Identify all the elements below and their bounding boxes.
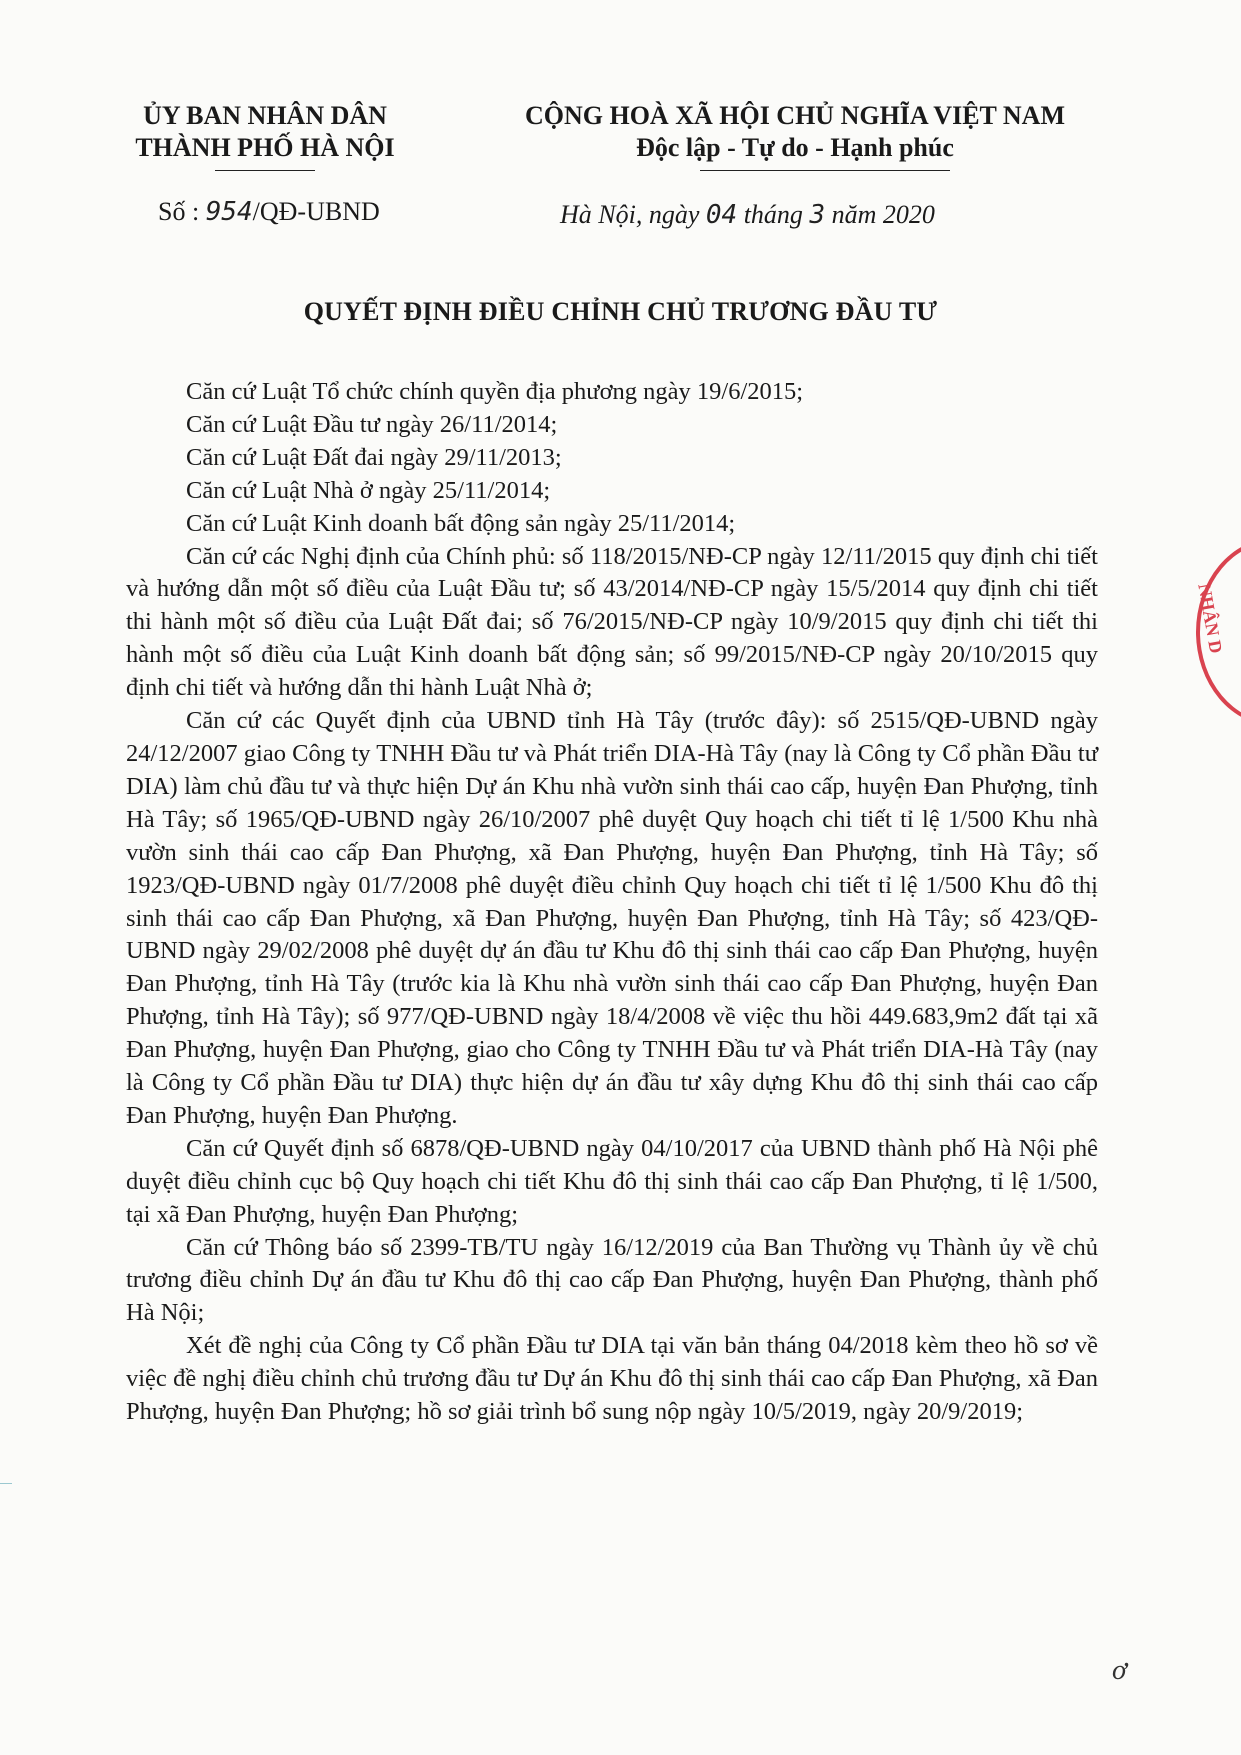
paragraph-8: Căn cứ Quyết định số 6878/QĐ-UBND ngày 04/10/2017 của UBND thành phố Hà Nội phê duyệt điều chỉnh cục bộ Quy hoạch chi tiết Khu đô thị sinh thái cao cấp Đan Phượng, tỉ lệ 1/500, tại xã Đan Phượng, huyện Đan Phượng; — [126, 1134, 1098, 1228]
stamp-text: NHÂN D — [1194, 582, 1227, 655]
document-body — [126, 376, 1098, 1429]
issue-date — [560, 199, 935, 231]
number-suffix: /QĐ-UBND — [252, 197, 380, 226]
issuing-agency — [100, 100, 430, 164]
date-prefix: Hà Nội, ngày — [560, 200, 700, 229]
motto: Độc lập - Tự do - Hạnh phúc — [636, 133, 954, 162]
paragraph-1: Căn cứ Luật Tổ chức chính quyền địa phương ngày 19/6/2015; — [186, 378, 804, 405]
date-year: năm 2020 — [831, 200, 935, 229]
paragraph-2: Căn cứ Luật Đầu tư ngày 26/11/2014; — [186, 410, 558, 438]
red-seal-stamp — [1196, 538, 1241, 726]
paragraph-7: Căn cứ các Quyết định của UBND tỉnh Hà Tây (trước đây): số 2515/QĐ-UBND ngày 24/12/2007 giao Công ty TNHH Đầu tư và Phát triển DIA-Hà Tây (nay là Công ty Cổ phần Đầu tư DIA) làm chủ đầu tư và thực hiện Dự án Khu nhà vườn sinh thái cao cấp, huyện Đan Phượng, tỉnh Hà Tây; số 1965/QĐ-UBND ngày 26/10/2007 phê duyệt Quy hoạch chi tiết tỉ lệ 1/500 Khu nhà vườn sinh thái cao cấp Đan Phượng, xã Đan Phượng, huyện Đan Phượng, tỉnh Hà Tây; số 1923/QĐ-UBND ngày 01/7/2008 phê duyệt điều chỉnh Quy hoạch chi tiết tỉ lệ 1/500 Khu đô thị sinh thái cao cấp Đan Phượng, xã Đan Phượng, huyện Đan Phượng, tỉnh Hà Tây; số 423/QĐ-UBND ngày 29/02/2008 phê duyệt dự án đầu tư Khu đô thị sinh thái cao cấp Đan Phượng, huyện Đan Phượng, tỉnh Hà Tây (trước kia là Khu nhà vườn sinh thái cao cấp Đan Phượng, huyện Đan Phượng, tỉnh Hà Tây); số 977/QĐ-UBND ngày 18/4/2008 về việc thu hồi 449.683,9m2 đất tại xã Đan Phượng, huyện Đan Phượng, giao cho Công ty TNHH Đầu tư và Phát triển DIA-Hà Tây (nay là Công ty Cổ phần Đầu tư DIA) thực hiện dự án đầu tư xây dựng Khu đô thị sinh thái cao cấp Đan Phượng, huyện Đan Phượng. — [126, 707, 1098, 1129]
agency-line-2: THÀNH PHỐ HÀ NỘI — [135, 133, 395, 162]
date-month-label: tháng — [743, 200, 803, 229]
handwritten-day: 04 — [705, 200, 738, 230]
paragraph-4: Căn cứ Luật Nhà ở ngày 25/11/2014; — [186, 476, 551, 504]
paragraph-10: Xét đề nghị của Công ty Cổ phần Đầu tư DIA tại văn bản tháng 04/2018 kèm theo hồ sơ về việc đề nghị điều chỉnh chủ trương đầu tư Dự án Khu đô thị sinh thái cao cấp Đan Phượng, xã Đan Phượng, huyện Đan Phượng; hồ sơ giải trình bổ sung nộp ngày 10/5/2019, ngày 20/9/2019; — [126, 1332, 1098, 1426]
scan-edge-mark — [0, 1483, 12, 1484]
agency-line-1: ỦY BAN NHÂN DÂN — [143, 101, 387, 130]
document-number — [158, 196, 380, 228]
national-header — [470, 100, 1120, 164]
handwritten-month: 3 — [809, 200, 826, 230]
country-name: CỘNG HOÀ XÃ HỘI CHỦ NGHĨA VIỆT NAM — [524, 101, 1066, 130]
number-prefix: Số : — [158, 197, 200, 226]
initial-mark: ơ — [1112, 1655, 1127, 1686]
paragraph-3: Căn cứ Luật Đất đai ngày 29/11/2013; — [186, 443, 562, 471]
paragraph-5: Căn cứ Luật Kinh doanh bất động sản ngày 25/11/2014; — [186, 509, 736, 537]
document-title: QUYẾT ĐỊNH ĐIỀU CHỈNH CHỦ TRƯƠNG ĐẦU TƯ — [303, 297, 938, 326]
motto-underline — [700, 170, 950, 171]
paragraph-6: Căn cứ các Nghị định của Chính phủ: số 118/2015/NĐ-CP ngày 12/11/2015 quy định chi tiết và hướng dẫn một số điều của Luật Đầu tư; số 43/2014/NĐ-CP ngày 15/5/2014 quy định chi tiết thi hành một số điều của Luật Đất đai; số 76/2015/NĐ-CP ngày 10/9/2015 quy định chi tiết thi hành một số điều của Luật Kinh doanh bất động sản; số 99/2015/NĐ-CP ngày 20/10/2015 quy định chi tiết và hướng dẫn thi hành Luật Nhà ở; — [126, 542, 1098, 702]
paragraph-9: Căn cứ Thông báo số 2399-TB/TU ngày 16/12/2019 của Ban Thường vụ Thành ủy về chủ trương điều chỉnh Dự án đầu tư Khu đô thị cao cấp Đan Phượng, huyện Đan Phượng, thành phố Hà Nội; — [126, 1233, 1098, 1327]
agency-underline — [215, 170, 315, 171]
handwritten-number: 954 — [205, 197, 253, 227]
